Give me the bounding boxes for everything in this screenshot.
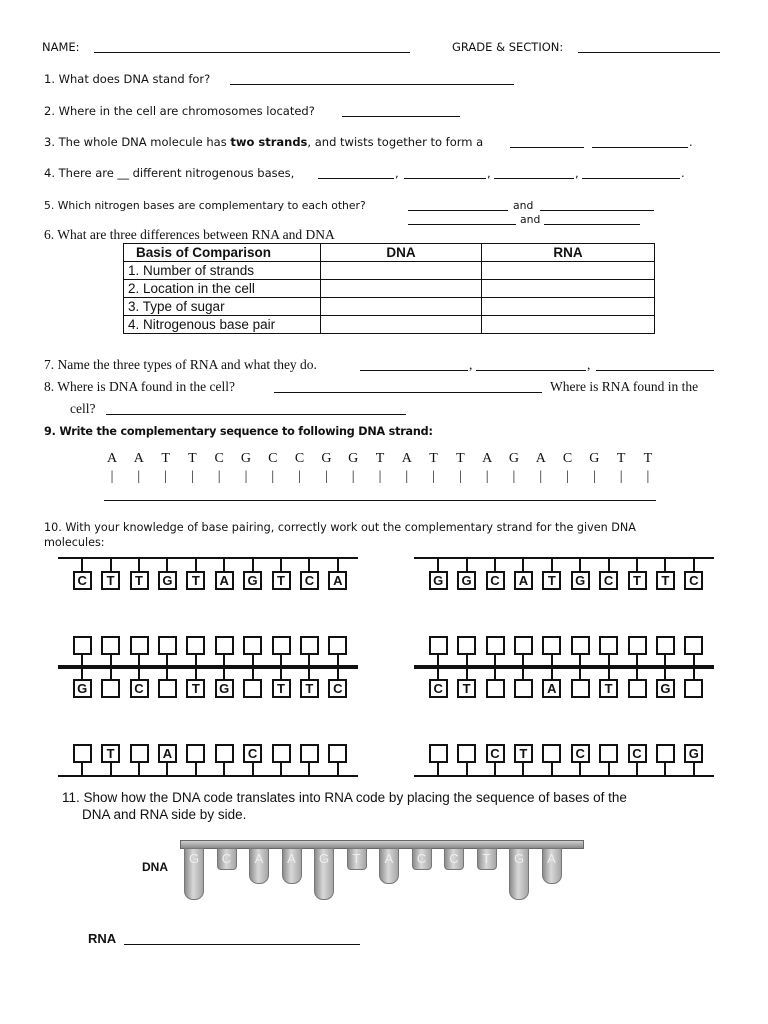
nucleotide-letter: T <box>482 851 491 866</box>
answer-5c-blank[interactable] <box>408 224 516 225</box>
base-letter: A <box>401 451 412 466</box>
dna-ladder <box>58 557 358 669</box>
rung <box>337 763 339 777</box>
base-box-top: A <box>514 571 533 590</box>
base-box-top: G <box>429 571 448 590</box>
base-box-top: A <box>542 679 561 698</box>
row-label: 3. Type of sugar <box>124 298 321 316</box>
base-bond: | <box>378 469 382 484</box>
base-box-top: T <box>272 571 291 590</box>
rung <box>195 665 197 679</box>
sequence-base <box>479 451 495 485</box>
base-box-bottom[interactable] <box>300 636 319 655</box>
base-box-top: G <box>215 679 234 698</box>
sequence-base <box>640 451 656 485</box>
base-box-bottom[interactable] <box>272 636 291 655</box>
base-box-bottom: T <box>101 744 120 763</box>
base-box-top: C <box>429 679 448 698</box>
sequence-base <box>238 451 254 485</box>
base-letter: A <box>535 451 546 466</box>
rung <box>437 763 439 777</box>
rung <box>223 763 225 777</box>
question-2: 2. Where in the cell are chromosomes located? <box>44 104 315 118</box>
period: . <box>689 135 693 149</box>
rung <box>110 763 112 777</box>
rung <box>664 665 666 679</box>
base-letter: G <box>240 451 252 466</box>
nucleotide-letter: C <box>221 851 232 866</box>
rung <box>166 763 168 777</box>
comma: , <box>575 166 579 180</box>
rung <box>466 557 468 571</box>
question-11-cont: DNA and RNA side by side. <box>82 807 247 822</box>
base-box-top: G <box>73 679 92 698</box>
and-label: and <box>520 213 541 226</box>
base-box-top: C <box>328 679 347 698</box>
question-8-part2: Where is RNA found in the <box>550 379 699 394</box>
base-letter: T <box>456 451 465 466</box>
sequence-base <box>506 451 522 485</box>
dna-cell[interactable] <box>321 316 482 334</box>
rna-cell[interactable] <box>482 262 655 280</box>
base-box-bottom[interactable] <box>215 744 234 763</box>
question-10-cont: molecules: <box>44 536 105 549</box>
base-box-bottom: C <box>628 744 647 763</box>
base-box-bottom[interactable] <box>130 636 149 655</box>
answer-4a-blank[interactable] <box>318 178 394 179</box>
rung <box>579 665 581 679</box>
base-letter: A <box>106 451 118 466</box>
question-4: 4. There are __ different nitrogenous bases, <box>44 166 295 180</box>
rung <box>494 763 496 777</box>
row-label: 2. Location in the cell <box>124 280 321 298</box>
base-box-bottom[interactable] <box>328 744 347 763</box>
base-bond: | <box>458 469 462 484</box>
comma: , <box>487 166 491 180</box>
base-box-top: T <box>542 571 561 590</box>
sequence-base <box>211 451 227 485</box>
rung <box>308 665 310 679</box>
base-box-top: C <box>73 571 92 590</box>
base-box-top: C <box>599 571 618 590</box>
base-box-bottom: T <box>514 744 533 763</box>
table-row <box>124 262 655 280</box>
base-box-bottom[interactable] <box>599 744 618 763</box>
base-box-top: G <box>571 571 590 590</box>
base-box-bottom[interactable] <box>514 636 533 655</box>
base-box-top: G <box>158 571 177 590</box>
table-header: RNA <box>482 244 655 262</box>
base-box-top: G <box>457 571 476 590</box>
answer-3b-blank[interactable] <box>592 147 688 148</box>
base-bond: | <box>190 469 194 484</box>
base-box-top: T <box>599 679 618 698</box>
base-bond: | <box>539 469 543 484</box>
rung <box>664 557 666 571</box>
rung <box>522 763 524 777</box>
rung <box>494 557 496 571</box>
nucleotide-letter: A <box>254 851 264 866</box>
rung <box>636 763 638 777</box>
sequence-base <box>452 451 468 485</box>
base-box-top[interactable] <box>101 679 120 698</box>
ladder-rail-bottom <box>414 775 714 777</box>
base-bond: | <box>137 469 141 484</box>
question-5: 5. Which nitrogen bases are complementary to each other? <box>44 199 366 212</box>
rung <box>551 763 553 777</box>
answer-5a-blank[interactable] <box>408 210 508 211</box>
base-box-bottom[interactable] <box>130 744 149 763</box>
rung <box>195 557 197 571</box>
rung <box>166 557 168 571</box>
rung <box>110 557 112 571</box>
answer-2-blank[interactable] <box>342 116 460 117</box>
base-bond: | <box>619 469 623 484</box>
base-box-top: T <box>628 571 647 590</box>
name-label: NAME: <box>42 40 80 54</box>
base-box-bottom: A <box>158 744 177 763</box>
base-bond: | <box>566 469 569 484</box>
comma: , <box>395 166 399 180</box>
rung <box>337 665 339 679</box>
rung <box>636 665 638 679</box>
base-bond: | <box>244 469 248 484</box>
rung <box>223 557 225 571</box>
rung <box>664 763 666 777</box>
rung <box>138 557 140 571</box>
comparison-table <box>123 243 655 334</box>
base-box-top: T <box>186 571 205 590</box>
base-bond: | <box>217 469 221 484</box>
table-row <box>124 316 655 334</box>
question-10: 10. With your knowledge of base pairing, correctly work out the complementary strand for the given DNA <box>44 521 636 534</box>
row-label: 4. Nitrogenous base pair <box>124 316 321 334</box>
base-box-bottom[interactable] <box>429 744 448 763</box>
question-6: 6. What are three differences between RNA and DNA <box>44 227 335 242</box>
base-box-bottom[interactable] <box>73 636 92 655</box>
question-1: 1. What does DNA stand for? <box>44 72 211 86</box>
rung <box>608 763 610 777</box>
base-letter: T <box>616 451 626 466</box>
base-box-bottom[interactable] <box>542 744 561 763</box>
sequence-base <box>158 451 174 485</box>
base-bond: | <box>646 469 650 484</box>
base-box-top: T <box>101 571 120 590</box>
base-bond: | <box>485 469 489 484</box>
base-letter: G <box>348 451 359 466</box>
rung <box>280 763 282 777</box>
base-box-top: T <box>186 679 205 698</box>
base-letter: G <box>508 451 520 466</box>
question-3 <box>44 135 483 149</box>
ladder-rail-bottom <box>58 775 358 777</box>
rung <box>81 665 83 679</box>
base-box-top: T <box>272 679 291 698</box>
answer-8b-blank[interactable] <box>106 414 406 415</box>
answer-7a-blank[interactable] <box>360 370 468 371</box>
base-box-bottom[interactable] <box>215 636 234 655</box>
sequence-base <box>586 451 602 485</box>
base-box-top: G <box>243 571 262 590</box>
base-letter: T <box>429 451 438 466</box>
answer-7c-blank[interactable] <box>596 370 714 371</box>
period: . <box>681 166 685 180</box>
dna-cell[interactable] <box>321 262 482 280</box>
base-letter: G <box>321 451 332 466</box>
base-box-top[interactable] <box>514 679 533 698</box>
nucleotide-letter: C <box>416 851 427 866</box>
rung <box>522 665 524 679</box>
sequence-base <box>613 451 629 485</box>
rung <box>693 763 695 777</box>
grade-blank[interactable] <box>578 52 720 53</box>
rung <box>551 665 553 679</box>
base-box-bottom: C <box>243 744 262 763</box>
base-bond: | <box>432 469 435 484</box>
base-box-top[interactable] <box>684 679 703 698</box>
sequence-base <box>292 451 308 485</box>
table-header: Basis of Comparison <box>124 244 321 262</box>
question-11: 11. Show how the DNA code translates into RNA code by placing the sequence of bases of the <box>62 790 627 805</box>
dna-ladder <box>414 557 714 669</box>
sequence-base <box>533 451 549 485</box>
base-box-bottom[interactable] <box>684 636 703 655</box>
answer-7b-blank[interactable] <box>476 370 586 371</box>
answer-5b-blank[interactable] <box>540 210 654 211</box>
dna-ladder <box>414 665 714 777</box>
base-bond: | <box>512 469 516 484</box>
rna-label: RNA <box>88 931 117 946</box>
base-bond: | <box>405 469 409 484</box>
base-box-bottom[interactable] <box>656 636 675 655</box>
base-box-top: T <box>300 679 319 698</box>
base-box-bottom[interactable] <box>599 636 618 655</box>
rung <box>308 557 310 571</box>
base-box-top: T <box>457 679 476 698</box>
rung <box>437 665 439 679</box>
rung <box>579 763 581 777</box>
base-bond: | <box>298 469 301 484</box>
base-letter: T <box>161 451 170 466</box>
rung <box>138 763 140 777</box>
rung <box>223 665 225 679</box>
base-letter: A <box>482 451 493 466</box>
table-header-row <box>124 244 655 262</box>
base-box-bottom[interactable] <box>628 636 647 655</box>
rung <box>522 557 524 571</box>
rung <box>252 665 254 679</box>
answer-4c-blank[interactable] <box>494 178 574 179</box>
rna-cell[interactable] <box>482 280 655 298</box>
answer-4d-blank[interactable] <box>582 178 680 179</box>
base-box-bottom[interactable] <box>656 744 675 763</box>
rung <box>693 665 695 679</box>
base-box-top[interactable] <box>571 679 590 698</box>
base-box-bottom[interactable] <box>429 636 448 655</box>
rna-answer-blank[interactable] <box>124 944 360 945</box>
base-letter: A <box>133 451 144 466</box>
answer-1-blank[interactable] <box>230 84 514 85</box>
table-header: DNA <box>321 244 482 262</box>
base-box-top[interactable] <box>486 679 505 698</box>
base-bond: | <box>324 469 328 484</box>
dna-cell[interactable] <box>321 298 482 316</box>
base-bond: | <box>271 469 275 484</box>
base-box-top[interactable] <box>158 679 177 698</box>
rung <box>166 665 168 679</box>
and-label: and <box>513 199 534 212</box>
rung <box>138 665 140 679</box>
rung <box>81 763 83 777</box>
dna-ladder <box>58 665 358 777</box>
base-box-top[interactable] <box>628 679 647 698</box>
nucleotide-letter: A <box>384 851 394 866</box>
base-box-top: A <box>328 571 347 590</box>
base-box-top: C <box>300 571 319 590</box>
ladder-rail-top <box>58 665 358 667</box>
base-letter: C <box>214 451 224 466</box>
dna-cell[interactable] <box>321 280 482 298</box>
base-box-top: G <box>656 679 675 698</box>
dna-sequence <box>104 451 656 485</box>
comma: , <box>587 357 591 372</box>
nucleotide-letter: T <box>352 851 361 866</box>
sequence-base <box>560 451 576 485</box>
base-box-bottom[interactable] <box>486 636 505 655</box>
question-8: 8. Where is DNA found in the cell? <box>44 379 235 394</box>
base-box-top: T <box>656 571 675 590</box>
sequence-base <box>131 451 147 485</box>
row-label: 1. Number of strands <box>124 262 321 280</box>
base-box-bottom[interactable] <box>243 636 262 655</box>
rung <box>466 763 468 777</box>
base-letter: C <box>268 451 278 466</box>
rung <box>308 763 310 777</box>
base-bond: | <box>592 469 596 484</box>
base-box-top[interactable] <box>243 679 262 698</box>
question-9: 9. Write the complementary sequence to following DNA strand: <box>44 425 433 438</box>
base-box-top: A <box>215 571 234 590</box>
question-8-part3: cell? <box>70 401 96 416</box>
base-box-bottom[interactable] <box>73 744 92 763</box>
rung <box>195 763 197 777</box>
table-row <box>124 280 655 298</box>
rung <box>466 665 468 679</box>
rung <box>551 557 553 571</box>
base-letter: T <box>188 451 197 466</box>
rung <box>81 557 83 571</box>
sequence-base <box>184 451 200 485</box>
base-box-bottom: C <box>486 744 505 763</box>
table-row <box>124 298 655 316</box>
base-bond: | <box>164 469 167 484</box>
dna-strand-label: DNA <box>142 860 168 874</box>
base-letter: C <box>562 451 573 466</box>
sequence-base <box>104 451 120 485</box>
base-letter: G <box>589 451 600 466</box>
sequence-base <box>372 451 388 485</box>
rna-cell[interactable] <box>482 316 655 334</box>
question-3-text-end: , and twists together to form a <box>307 135 484 149</box>
sequence-base <box>318 451 334 485</box>
base-box-bottom: C <box>571 744 590 763</box>
name-blank[interactable] <box>94 52 410 53</box>
rung <box>437 557 439 571</box>
nucleotide-letter: A <box>547 851 556 866</box>
rung <box>636 557 638 571</box>
rung <box>608 557 610 571</box>
base-box-bottom[interactable] <box>101 636 120 655</box>
sequence-base <box>345 451 361 485</box>
base-box-bottom[interactable] <box>457 744 476 763</box>
base-bond: | <box>110 469 114 484</box>
question-3-bold: two strands <box>230 135 308 149</box>
answer-4b-blank[interactable] <box>404 178 486 179</box>
base-box-top: C <box>486 571 505 590</box>
ladder-rail-top <box>414 665 714 667</box>
base-bond: | <box>351 469 355 484</box>
base-box-bottom[interactable] <box>158 636 177 655</box>
base-box-bottom[interactable] <box>272 744 291 763</box>
answer-3a-blank[interactable] <box>510 147 584 148</box>
base-letter: T <box>375 451 385 466</box>
rung <box>280 665 282 679</box>
rung <box>280 557 282 571</box>
rung <box>252 763 254 777</box>
nucleotide-letter: G <box>188 851 200 866</box>
base-box-bottom[interactable] <box>328 636 347 655</box>
base-box-top: C <box>684 571 703 590</box>
question-7: 7. Name the three types of RNA and what they do. <box>44 357 317 372</box>
base-box-top: C <box>130 679 149 698</box>
rung <box>693 557 695 571</box>
base-box-bottom[interactable] <box>186 636 205 655</box>
grade-label: GRADE & SECTION: <box>452 40 564 54</box>
nucleotide-letter: A <box>287 851 296 866</box>
sequence-base <box>399 451 415 485</box>
rung <box>337 557 339 571</box>
ladder-rail-top <box>414 557 714 559</box>
base-box-bottom[interactable] <box>186 744 205 763</box>
nucleotide-letter: G <box>318 851 330 866</box>
question-3-text: 3. The whole DNA molecule has <box>44 135 231 149</box>
base-box-bottom[interactable] <box>571 636 590 655</box>
base-box-bottom[interactable] <box>300 744 319 763</box>
base-box-bottom: G <box>684 744 703 763</box>
base-box-top: T <box>130 571 149 590</box>
ladder-rail-top <box>58 557 358 559</box>
base-letter: T <box>643 451 653 466</box>
rung <box>494 665 496 679</box>
rna-cell[interactable] <box>482 298 655 316</box>
sequence-base <box>426 451 442 485</box>
base-letter: C <box>294 451 305 466</box>
comma: , <box>469 357 473 372</box>
rung <box>252 557 254 571</box>
rung <box>608 665 610 679</box>
base-box-bottom[interactable] <box>542 636 561 655</box>
answer-5d-blank[interactable] <box>544 224 640 225</box>
answer-8a-blank[interactable] <box>274 392 542 393</box>
sequence-base <box>265 451 281 485</box>
base-box-bottom[interactable] <box>457 636 476 655</box>
rung <box>110 665 112 679</box>
nucleotide-letter: G <box>513 851 525 866</box>
complementary-sequence-blank[interactable] <box>104 500 656 501</box>
nucleotide-letter: C <box>449 851 459 866</box>
rung <box>579 557 581 571</box>
